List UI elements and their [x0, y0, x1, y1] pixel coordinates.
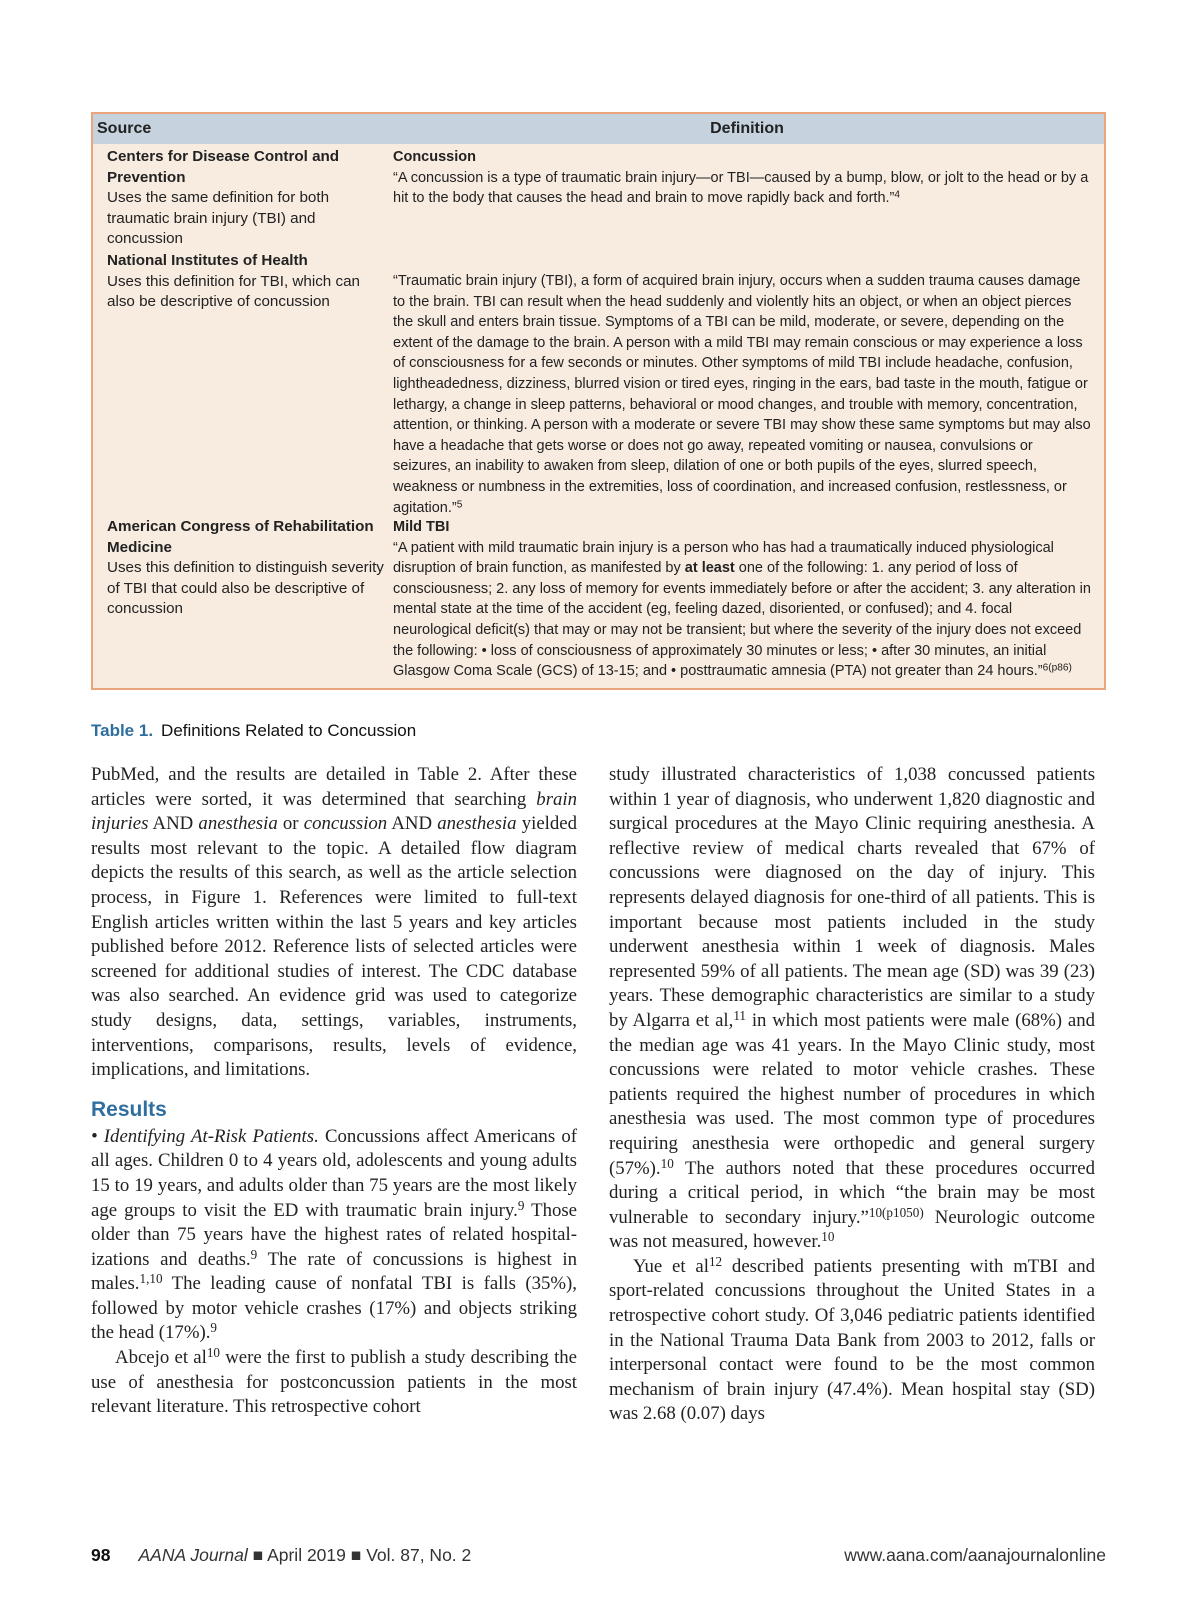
source-cell	[93, 251, 390, 517]
source-description: Uses this definition for TBI, which can also be descriptive of concussion	[107, 272, 360, 311]
volume-info: Vol. 87, No. 2	[366, 1545, 472, 1565]
paragraph	[91, 763, 577, 1083]
text-span: or	[277, 813, 304, 835]
table-row	[93, 251, 1104, 517]
definitions-table	[91, 112, 1106, 690]
caption-label: Table 1.	[91, 721, 154, 740]
definition-term: Concussion	[393, 149, 476, 165]
citation-superscript: 9	[250, 1246, 258, 1262]
source-name: Centers for Disease Control and Prevention	[107, 148, 340, 186]
right-column	[609, 763, 1095, 1427]
source-name: National Institutes of Health	[107, 252, 308, 269]
text-span: Those older than 75 years have the highest rates of related hospitalizations and deaths.	[91, 1199, 577, 1270]
caption-text: Definitions Related to Concussion	[161, 721, 417, 740]
citation-superscript: 10	[660, 1155, 674, 1171]
definition-text-part1: “A patient with mild traumatic brain injury is a person who has had a traumatically induced physiological disruption of brain function, as manifested by	[393, 539, 1054, 577]
definition-cell	[390, 147, 1104, 251]
text-span: Neurologic outcome was not measured, however.	[609, 1206, 1095, 1253]
source-cell	[93, 517, 390, 682]
text-span: were the first to publish a study describing the use of anesthesia for postconcussion patients in the most relevant literature. This retrospective cohort	[91, 1347, 578, 1418]
page-number: 98	[91, 1545, 111, 1565]
reference-superscript: 4	[894, 189, 901, 201]
table-caption	[91, 721, 416, 741]
citation-superscript: 12	[708, 1253, 723, 1269]
paragraph	[609, 1255, 1095, 1427]
table-header	[93, 114, 1104, 144]
paragraph	[91, 1346, 577, 1420]
definition-bold-text: at least	[684, 560, 735, 577]
text-span: Yue et al	[633, 1255, 709, 1277]
definition-cell	[390, 251, 1104, 517]
citation-superscript: 10	[206, 1345, 220, 1361]
text-span: described patients presenting with mTBI and sport-related concussions throughout the United States in a retrospective cohort study. Of 3,046 pediatric patients identified in the National Trauma Data Bank from 2003 to 2012, falls or interpersonal contact were found to be the most common mechanism of brain injury (47.4%). Mean hospital stay (SD) was 2.68 (0.07) days	[609, 1255, 1095, 1425]
citation-superscript: 10(p1050)	[868, 1204, 924, 1220]
subheading: • Identifying At-Risk Patients.	[91, 1125, 319, 1147]
footer-left	[91, 1545, 471, 1566]
header-definition: Definition	[710, 120, 784, 137]
citation-superscript: 10	[821, 1229, 835, 1245]
text-span: The leading cause of nonfatal TBI is falls (35%), followed by motor vehicle crashes (17%) and objects striking the head (17%).	[91, 1273, 577, 1344]
text-span: in which most patients were male (68%) and the median age was 41 years. In the Mayo Clinic study, most concussions were related to motor vehicle crashes. These patients required the highest number of procedures in which anesthesia was used. The most common type of procedures requiring anesthesia were orthopedic and general surgery (57%).	[609, 1009, 1095, 1179]
table-row	[93, 144, 1104, 251]
table-row	[93, 517, 1104, 688]
paragraph	[609, 763, 1095, 1255]
issue-date: April 2019	[267, 1545, 346, 1565]
text-span: yielded results most relevant to the topic. A detailed flow diagram depicts the results of this search, as well as the article selection process, in Figure 1. References were limited to full-text English articles written within the last 5 years and key articles published before 2012. Reference lists of selected articles were screened for additional studies of interest. The CDC database was also searched. An evidence grid was used to categorize study designs, data, settings, variables, instruments, interventions, comparisons, results, levels of evidence, implications, and limitations.	[91, 813, 577, 1081]
reference-superscript: 6(p86)	[1042, 662, 1072, 674]
italic-term: concussion	[303, 813, 388, 835]
source-description: Uses the same definition for both traumatic brain injury (TBI) and concussion	[107, 189, 330, 248]
italic-term: brain injuries	[91, 788, 577, 835]
italic-term: anesthesia	[437, 813, 517, 835]
reference-superscript: 5	[456, 498, 463, 510]
left-column	[91, 763, 577, 1420]
footer-separator: ■	[345, 1545, 367, 1565]
citation-superscript: 11	[733, 1008, 747, 1024]
text-span: PubMed, and the results are detailed in Table 2. After these articles were sorted, it was determined that searching	[91, 764, 577, 810]
citation-superscript: 9	[210, 1320, 217, 1336]
citation-superscript: 9	[517, 1197, 525, 1213]
italic-term: anesthesia	[198, 813, 278, 835]
source-description: Uses this definition to distinguish severity of TBI that could also be descriptive of concussion	[107, 559, 384, 618]
paragraph	[91, 1125, 577, 1346]
source-cell	[93, 147, 390, 251]
journal-name: AANA Journal	[138, 1545, 248, 1565]
definition-term: Mild TBI	[393, 519, 450, 535]
results-heading: Results	[91, 1097, 167, 1121]
text-span: AND	[148, 813, 199, 835]
source-name: American Congress of Rehabilitation Medicine	[107, 518, 374, 556]
text-span: study illustrated characteristics of 1,038 concussed patients within 1 year of diagnosis, who underwent 1,820 diagnostic and surgical procedures at the Mayo Clinic requiring anesthesia. A reflective review of medical charts revealed that 67% of concussions were diagnosed on the day of injury. This represents delayed diagnosis for one-third of all patients. This is important because most patients included in the study underwent anesthesia within 1 week of diagnosis. Males represented 59% of all patients. The mean age (SD) was 39 (23) years. These demographic characteristics are similar to a study by Algarra et al,	[609, 764, 1095, 1031]
page-footer	[91, 1545, 1106, 1566]
header-source: Source	[97, 120, 152, 137]
text-span: AND	[387, 813, 438, 835]
definition-text-part2: one of the following: 1. any period of loss of consciousness; 2. any loss of memory for events immediately before or after the accident; 3. any alteration in mental state at the time of the accident (eg, feeling dazed, disoriented, or confused); and 4. focal neurological deficit(s) that may or may not be transient; but where the severity of the injury does not exceed the following: • loss of consciousness of approximately 30 minutes or less; • after 30 minutes, an initial Glasgow Coma Scale (GCS) of 13-15; and • posttraumatic amnesia (PTA) not greater than 24 hours.”	[393, 560, 1091, 680]
text-span: The rate of concussions is highest in males.	[91, 1248, 577, 1295]
text-span: Abcejo et al	[115, 1347, 207, 1369]
definition-text: “A concussion is a type of traumatic brain injury—or TBI—caused by a bump, blow, or jolt to the head or by a hit to the body that causes the head and brain to move rapidly back and forth.”	[393, 169, 1089, 207]
footer-separator: ■	[247, 1545, 268, 1565]
definition-text: “Traumatic brain injury (TBI), a form of acquired brain injury, occurs when a sudden trauma causes damage to the brain. TBI can result when the head suddenly and violently hits an object, or when an object pierces the skull and enters brain tissue. Symptoms of a TBI can be mild, moderate, or severe, depending on the extent of the damage to the brain. A person with a mild TBI may remain conscious or may experience a loss of consciousness for a few seconds or minutes. Other symptoms of mild TBI include headache, confusion, lightheadedness, dizziness, blurred vision or tired eyes, ringing in the ears, bad taste in the mouth, fatigue or lethargy, a change in sleep patterns, behavioral or mood changes, and trouble with memory, concentration, attention, or thinking. A person with a moderate or severe TBI may show these same symptoms but may also have a headache that gets worse or does not go away, repeated vomiting or nausea, convulsions or seizures, an inability to awaken from sleep, dilation of one or both pupils of the eyes, slurred speech, weakness or numbness in the extremities, loss of coordination, and increased confusion, restlessness, or agitation.”	[393, 273, 1091, 516]
journal-url: www.aana.com/aanajournalonline	[844, 1545, 1106, 1565]
text-span: Concussions affect Americans of all ages. Children 0 to 4 years old, adolescents and young adults 15 to 19 years, and adults older than 75 years are the most likely age groups to visit the ED with traumatic brain injury.	[91, 1125, 577, 1221]
text-span: The authors noted that these procedures occurred during a critical period, in which “the brain may be most vulnerable to secondary injury.”	[609, 1157, 1095, 1228]
definition-cell	[390, 517, 1104, 682]
citation-superscript: 1,10	[139, 1271, 163, 1287]
